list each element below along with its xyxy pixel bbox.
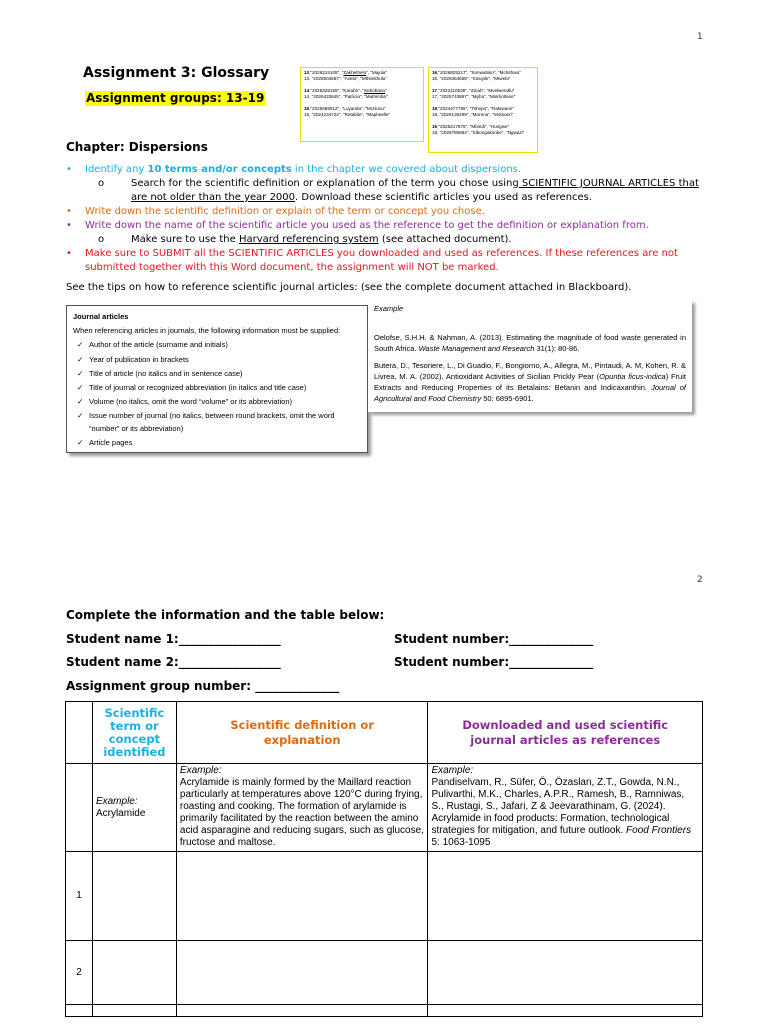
groups-box-right xyxy=(428,67,538,153)
student-number-2: Student number:______________ xyxy=(394,655,594,669)
tips-text: See the tips on how to reference scientific journal articles: (see the complete document attached in Blackboard). xyxy=(66,282,632,293)
definition-input-cell[interactable] xyxy=(176,941,428,1005)
page-number: 2 xyxy=(697,575,703,585)
header-definition: Scientific definition or explanation xyxy=(176,702,428,764)
row-number: 1 xyxy=(66,852,93,941)
table-cell xyxy=(66,1005,93,1017)
group-entry: 14,"2026328159", "Karabo", "Sebobana" 14, "2026433645", "Patricia", "Mathimba" xyxy=(304,88,388,99)
example-label: Example xyxy=(374,304,404,313)
table-row xyxy=(66,764,703,852)
definition-input-cell[interactable] xyxy=(176,852,428,941)
groups-box-left xyxy=(300,67,424,142)
row-number: 2 xyxy=(66,941,93,1005)
table-header-row xyxy=(66,702,703,764)
list-item: • Write down the scientific definition or explain of the term or concept you chose. xyxy=(66,206,485,217)
table-row xyxy=(66,852,703,941)
list-item: ✓ Title of journal or recognized abbreviation (in italics and title case) xyxy=(77,383,307,393)
list-item: ✓ Year of publication in brackets xyxy=(77,354,189,364)
list-item: ✓ Volume (no italics, omit the word “volume” or its abbreviation) xyxy=(77,397,292,407)
group-entry: 15,"2025688912", "Luyanda", "McHunu" 15, "2024234722", "Retabile", "Mapheelle" xyxy=(304,106,391,117)
journal-box-heading: Journal articles xyxy=(73,312,129,321)
page-number: 1 xyxy=(697,32,703,42)
term-input-cell[interactable] xyxy=(92,852,176,941)
group-entry: 19,"2026217876", "Mbindi", "Hungwe" 19, "2026780864", "Sibongakonke", "Ngwazi" xyxy=(432,124,525,135)
document-title: Assignment 3: Glossary xyxy=(83,65,270,81)
assignment-groups-label: Assignment groups: 13-19 xyxy=(86,91,265,105)
group-entry: 18,"2024477765", "Tshepo", "Ratswane" 18, "2026136499", "Morena", "Motsoeri" xyxy=(432,106,515,117)
form-heading: Complete the information and the table below: xyxy=(66,608,385,622)
reference-input-cell[interactable] xyxy=(428,852,703,941)
example-reference-cell: Example: Pandiselvam, R., Süfer, Ö., Özaslan, Z.T., Gowda, N.N., Pulivarthi, M.K., Charles, A.P.R., Ramesh, B., Ramniwas, S., Rustagi, S., Jafari, Z & Jeevarathinam, G. (2024). Acrylamide in food products: Formation, technological strategies for mitigation, and future outlook. Food Frontiers 5: 1063-1095 xyxy=(428,764,703,852)
student-number-1: Student number:______________ xyxy=(394,632,594,646)
example-term-cell: Example: Acrylamide xyxy=(92,764,176,852)
header-term: Scientific term or concept identified xyxy=(92,702,176,764)
example-definition-cell: Example: Acrylamide is mainly formed by the Maillard reaction particularly at temperatures above 120°C during frying, roasting and cooking. The formation of arylamide is primarily facilitated by the reaction between the amino acid asparagine and reducing sugars, such as glucose, fructose and maltose. xyxy=(176,764,428,852)
sub-list-item: o Search for the scientific definition or explanation of the term you chose using SCIENTIFIC JOURNAL ARTICLES that are not older than the year 2000. Download these scientific articles you used as references. xyxy=(98,178,699,203)
journal-box-intro: When referencing articles in journals, the following information must be supplied: xyxy=(73,326,341,336)
reference-input-cell[interactable] xyxy=(428,941,703,1005)
list-item: ✓ Title of article (no italics and in sentence case) xyxy=(77,368,243,378)
list-item: ✓ Issue number of journal (no italics, between round brackets, omit the word “number” or its abbreviation) xyxy=(77,411,335,434)
glossary-table xyxy=(65,701,703,1017)
header-cell xyxy=(66,702,93,764)
example-references-box xyxy=(368,300,692,412)
table-row xyxy=(66,941,703,1005)
group-entry: 13,"2026215109", "Zakhethelo", "Majola" 13, "2025604667", "Avela", "Mthimkhulu" xyxy=(304,70,388,81)
list-item: • Identify any 10 terms and/or concepts in the chapter we covered about dispersions. xyxy=(66,164,522,175)
sub-list-item: o Make sure to use the Harvard referencing system (see attached document). xyxy=(98,234,512,245)
list-item: • Write down the name of the scientific article you used as the reference to get the definition or explanation from. xyxy=(66,220,649,231)
term-input-cell[interactable] xyxy=(92,941,176,1005)
group-entry: 17,"2022110536", "Zinah", "Mvelwendlu" 17, "2025743867", "Mpho", "Mokhotlane" xyxy=(432,88,516,99)
instructions-list xyxy=(66,163,716,275)
term-input-cell[interactable] xyxy=(92,1005,176,1017)
table-row xyxy=(66,1005,703,1017)
example-reference: Oelofse, S.H.H. & Nahman, A. (2013). Estimating the magnitude of food waste generated in South Africa. Waste Management and Research 31(1): 80-86. xyxy=(374,333,686,353)
student-name-1: Student name 1:_________________ xyxy=(66,632,281,646)
header-references: Downloaded and used scientific journal articles as references xyxy=(428,702,703,764)
table-cell xyxy=(66,764,93,852)
example-reference: Butera, D., Tesoriere, L., Di Guadio, F., Bongiorno, A., Allegra, M., Pintaudi, A. M, Kohen, R. & Livrea, M. A. (2002). Antioxidant Activities of Sicilian Prickly Pear (Opuntia ficus-indica) Fruit Extracts and Reducing Properties of its Betalains: Betanin and Indicaxanthin. Journal of Agricultural and Food Chemistry 50: 6895-6901. xyxy=(374,361,686,403)
definition-input-cell[interactable] xyxy=(176,1005,428,1017)
group-entry: 16,"2026825217", "Sonwabiso", "Mchithwa" 16, "2026364658", "Sivuyile", "Mtwebi" xyxy=(432,70,521,81)
chapter-heading: Chapter: Dispersions xyxy=(66,140,208,154)
reference-input-cell[interactable] xyxy=(428,1005,703,1017)
list-item: • Make sure to SUBMIT all the SCIENTIFIC ARTICLES you downloaded and used as references. If these references are not submitted together with this Word document, the assignment will NOT be marked. xyxy=(66,248,678,273)
journal-articles-box xyxy=(66,305,368,453)
list-item: ✓ Article pages xyxy=(77,438,133,448)
list-item: ✓ Author of the article (surname and initials) xyxy=(77,340,228,350)
assignment-group-number: Assignment group number: ______________ xyxy=(66,679,340,693)
student-name-2: Student name 2:_________________ xyxy=(66,655,281,669)
